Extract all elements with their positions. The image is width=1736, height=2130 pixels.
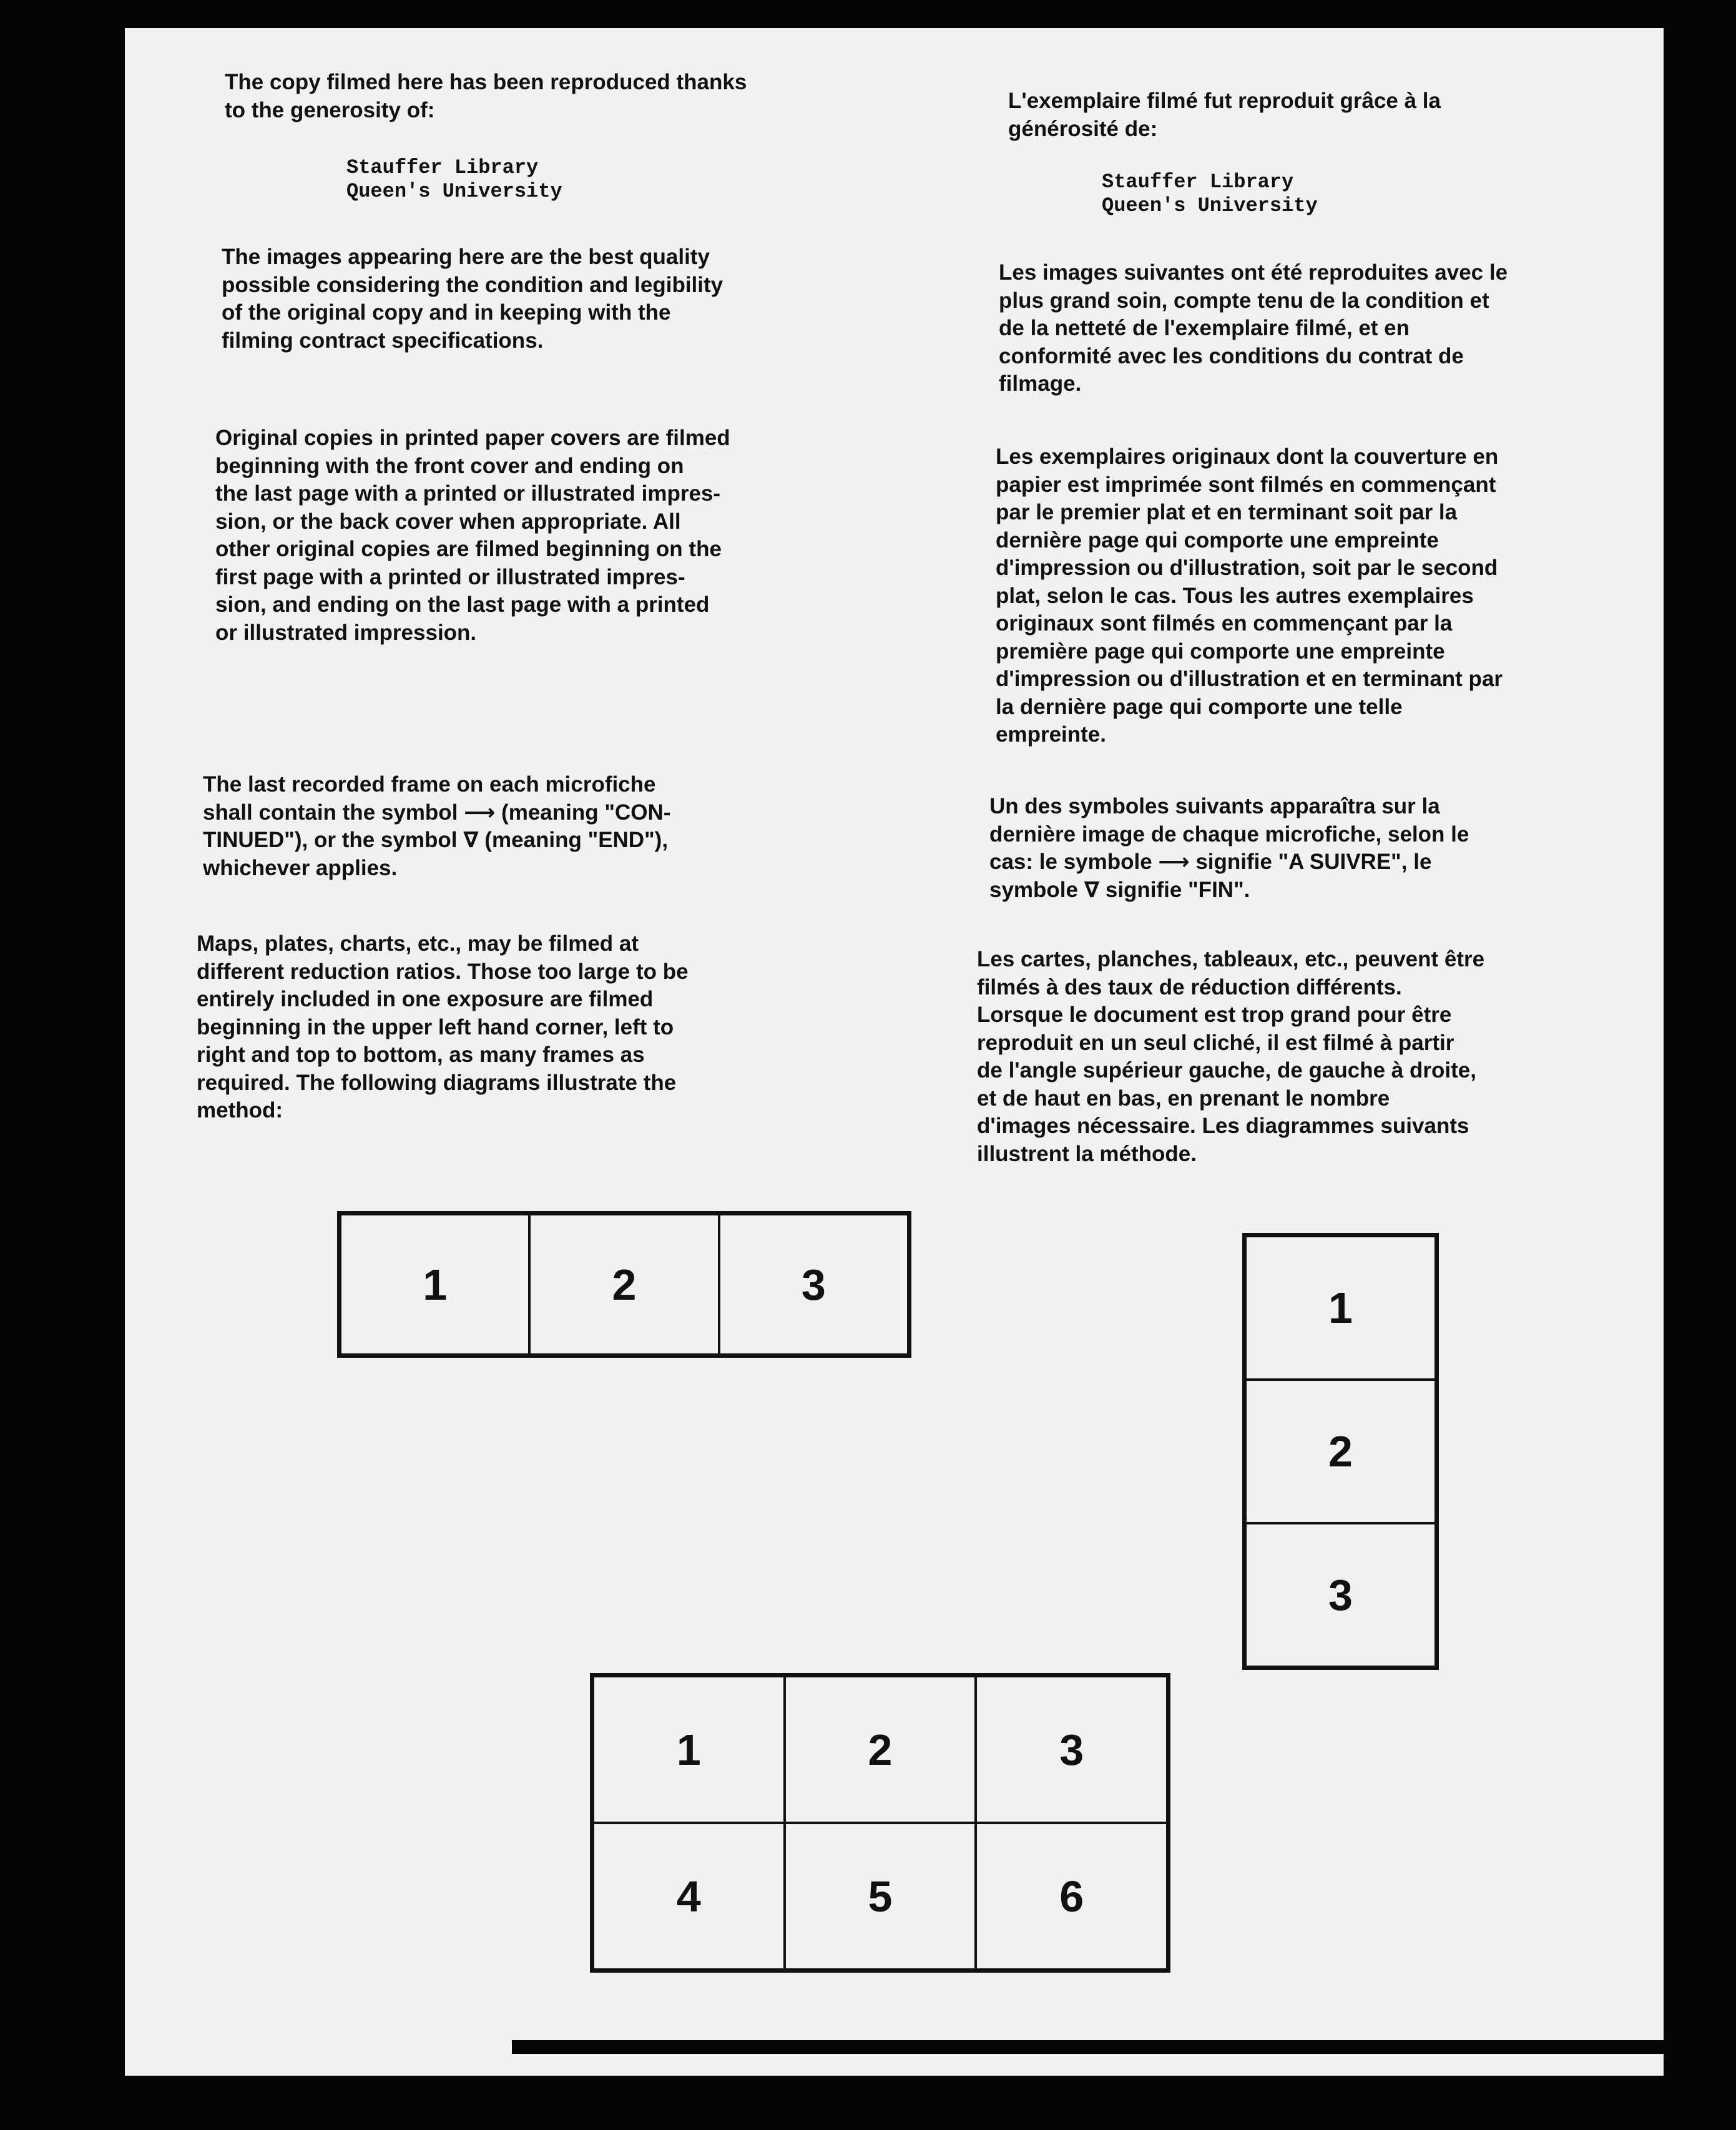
french-library-name: Stauffer Library Queen's University — [1102, 170, 1318, 217]
frame-cell: 1 — [1245, 1236, 1436, 1380]
french-quality-paragraph: Les images suivantes ont été reproduites avec le plus grand soin, compte tenu de la condition et de la netteté de l'exemplaire filmé, et en conformité avec les conditions du contrat de filmage. — [999, 260, 1508, 396]
end-triangle-icon: ∇ — [463, 828, 479, 852]
frame-cell: 2 — [785, 1676, 976, 1823]
diagram-grid-frames — [590, 1673, 1170, 1973]
french-symbols-text-1: Un des symboles suivants apparaîtra sur la dernière image de chaque microfiche, selon le cas: le symbole — [989, 794, 1469, 874]
frame-cell: 4 — [593, 1823, 785, 1970]
end-triangle-icon: ∇ — [1084, 877, 1100, 902]
french-symbols-text-2: signifie "A SUIVRE", le symbole — [989, 850, 1432, 902]
english-maps-paragraph: Maps, plates, charts, etc., may be filmed at different reduction ratios. Those too large to be entirely included in one exposure are filmed beginning in the upper left hand corner, left to right and top to bottom, as many frames as required. The following diagrams illustrate the method: — [197, 931, 689, 1122]
arrow-icon: ⟶ — [1158, 850, 1190, 874]
english-symbols-paragraph — [203, 771, 670, 882]
frame-cell: 5 — [785, 1823, 976, 1970]
frame-cell: 3 — [976, 1676, 1167, 1823]
frame-cell: 3 — [1245, 1523, 1436, 1667]
frame-cell: 6 — [976, 1823, 1167, 1970]
scan-edge-artifact — [512, 2040, 1698, 2054]
frame-cell: 2 — [529, 1214, 718, 1355]
french-symbols-paragraph — [989, 793, 1469, 904]
document-page — [125, 28, 1664, 2076]
french-originals-paragraph: Les exemplaires originaux dont la couverture en papier est imprimée sont filmés en commençant par le premier plat et en terminant soit par la dernière page qui comporte une empreinte d'impression ou d'illustration, soit par le second plat, selon le cas. Tous les autres exemplaires originaux sont filmés en commençant par la première page qui comporte une empreinte d'impression ou d'illustration et en terminant par la dernière page qui comporte une telle empreinte. — [996, 444, 1503, 747]
frame-cell: 2 — [1245, 1380, 1436, 1523]
frame-cell: 3 — [719, 1214, 908, 1355]
arrow-icon: ⟶ — [464, 800, 496, 825]
english-intro: The copy filmed here has been reproduced thanks to the generosity of: — [225, 70, 747, 122]
english-originals-paragraph: Original copies in printed paper covers are filmed beginning with the front cover and ending on the last page with a printed or illustrated impres- sion, or the back cover when appropriate. All other original copies are filmed beginning on the first page with a printed or illustrated impres- sion, and ending on the last page with a printed or illustrated impression. — [215, 426, 730, 645]
english-library-name: Stauffer Library Queen's University — [346, 156, 562, 203]
english-symbols-text-3: (meaning "END"), whichever applies. — [203, 828, 669, 880]
diagram-horizontal-frames — [337, 1211, 911, 1358]
french-maps-paragraph: Les cartes, planches, tableaux, etc., peuvent être filmés à des taux de réduction différents. Lorsque le document est trop grand pour être reproduit en un seul cliché, il est filmé à partir de l'angle supérieur gauche, de gauche à droite, et de haut en bas, en prenant le nombre d'images nécessaire. Les diagrammes suivants illustrent la méthode. — [977, 947, 1485, 1166]
frame-cell: 1 — [340, 1214, 529, 1355]
diagram-vertical-frames — [1242, 1233, 1439, 1670]
english-symbols-text-1: The last recorded frame on each microfiche shall contain the symbol — [203, 772, 656, 825]
french-symbols-text-3: signifie "FIN". — [1099, 877, 1250, 902]
frame-cell: 1 — [593, 1676, 785, 1823]
french-intro: L'exemplaire filmé fut reproduit grâce à la générosité de: — [1008, 89, 1441, 141]
english-symbols-text-2: (meaning "CON- TINUED"), or the symbol — [203, 800, 671, 852]
english-quality-paragraph: The images appearing here are the best quality possible considering the condition and legibility of the original copy and in keeping with the filming contract specifications. — [222, 245, 723, 353]
